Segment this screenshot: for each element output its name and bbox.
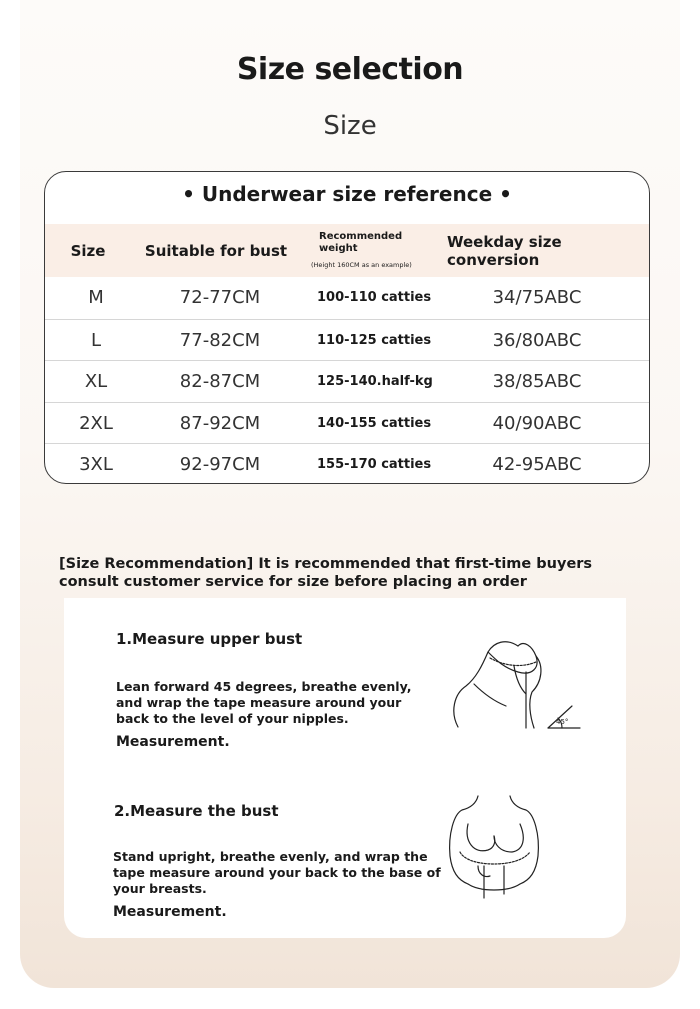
step1-measurement-label: Measurement. <box>116 734 230 750</box>
cell-bust: 77-82CM <box>179 330 261 351</box>
cell-bust: 87-92CM <box>179 413 261 434</box>
table-row <box>45 443 649 484</box>
table-row <box>45 402 649 444</box>
column-header-weight <box>311 224 447 277</box>
table-heading: • Underwear size reference • <box>182 182 512 206</box>
cell-weekday: 34/75ABC <box>492 287 582 308</box>
column-header-bust: Suitable for bust <box>144 241 288 260</box>
size-recommendation: [Size Recommendation] It is recommended that first-time buyers consult customer service for size before placing an order <box>59 556 593 590</box>
cell-size: XL <box>84 371 108 392</box>
cell-bust: 72-77CM <box>179 287 261 308</box>
cell-size: L <box>90 330 102 351</box>
cell-size: M <box>88 287 104 308</box>
step2-description: Stand upright, breathe evenly, and wrap the tape measure around your back to the base of your breasts. <box>113 849 441 896</box>
cell-weight: 125-140.half-kg <box>317 374 433 389</box>
cell-weight: 155-170 catties <box>317 457 432 472</box>
weight-header-line1: Recommended <box>319 231 403 242</box>
step2-title: 2.Measure the bust <box>114 802 279 820</box>
table-header-row <box>45 224 649 277</box>
upper-bust-illustration <box>444 632 584 734</box>
weight-header-line2: weight <box>319 243 358 254</box>
cell-size: 2XL <box>79 413 113 434</box>
weight-header-note: (Height 160CM as an example) <box>311 261 412 269</box>
measurement-guide <box>64 598 626 938</box>
cell-weekday: 40/90ABC <box>492 413 582 434</box>
size-reference-table <box>44 171 650 484</box>
cell-size: 3XL <box>79 454 113 475</box>
cell-bust: 82-87CM <box>179 371 261 392</box>
column-header-size: Size <box>70 241 106 260</box>
step2-measurement-label: Measurement. <box>113 904 227 920</box>
step1-title: 1.Measure upper bust <box>116 630 303 648</box>
page-title: Size selection <box>236 52 464 87</box>
cell-bust: 92-97CM <box>179 454 261 475</box>
table-row <box>45 277 649 318</box>
cell-weekday: 42-95ABC <box>492 454 582 475</box>
column-header-weekday: Weekday size conversion <box>447 232 562 269</box>
cell-weight: 100-110 catties <box>317 290 432 305</box>
table-row <box>45 360 649 402</box>
angle-label: 45° <box>556 718 569 726</box>
table-row <box>45 319 649 361</box>
step1-description: Lean forward 45 degrees, breathe evenly, and wrap the tape measure around your back to the level of your nipples. <box>116 679 412 726</box>
bust-illustration <box>444 794 548 904</box>
cell-weight: 140-155 catties <box>317 416 432 431</box>
cell-weight: 110-125 catties <box>317 333 432 348</box>
cell-weekday: 36/80ABC <box>492 330 582 351</box>
cell-weekday: 38/85ABC <box>492 371 582 392</box>
page-subtitle: Size <box>323 111 377 141</box>
